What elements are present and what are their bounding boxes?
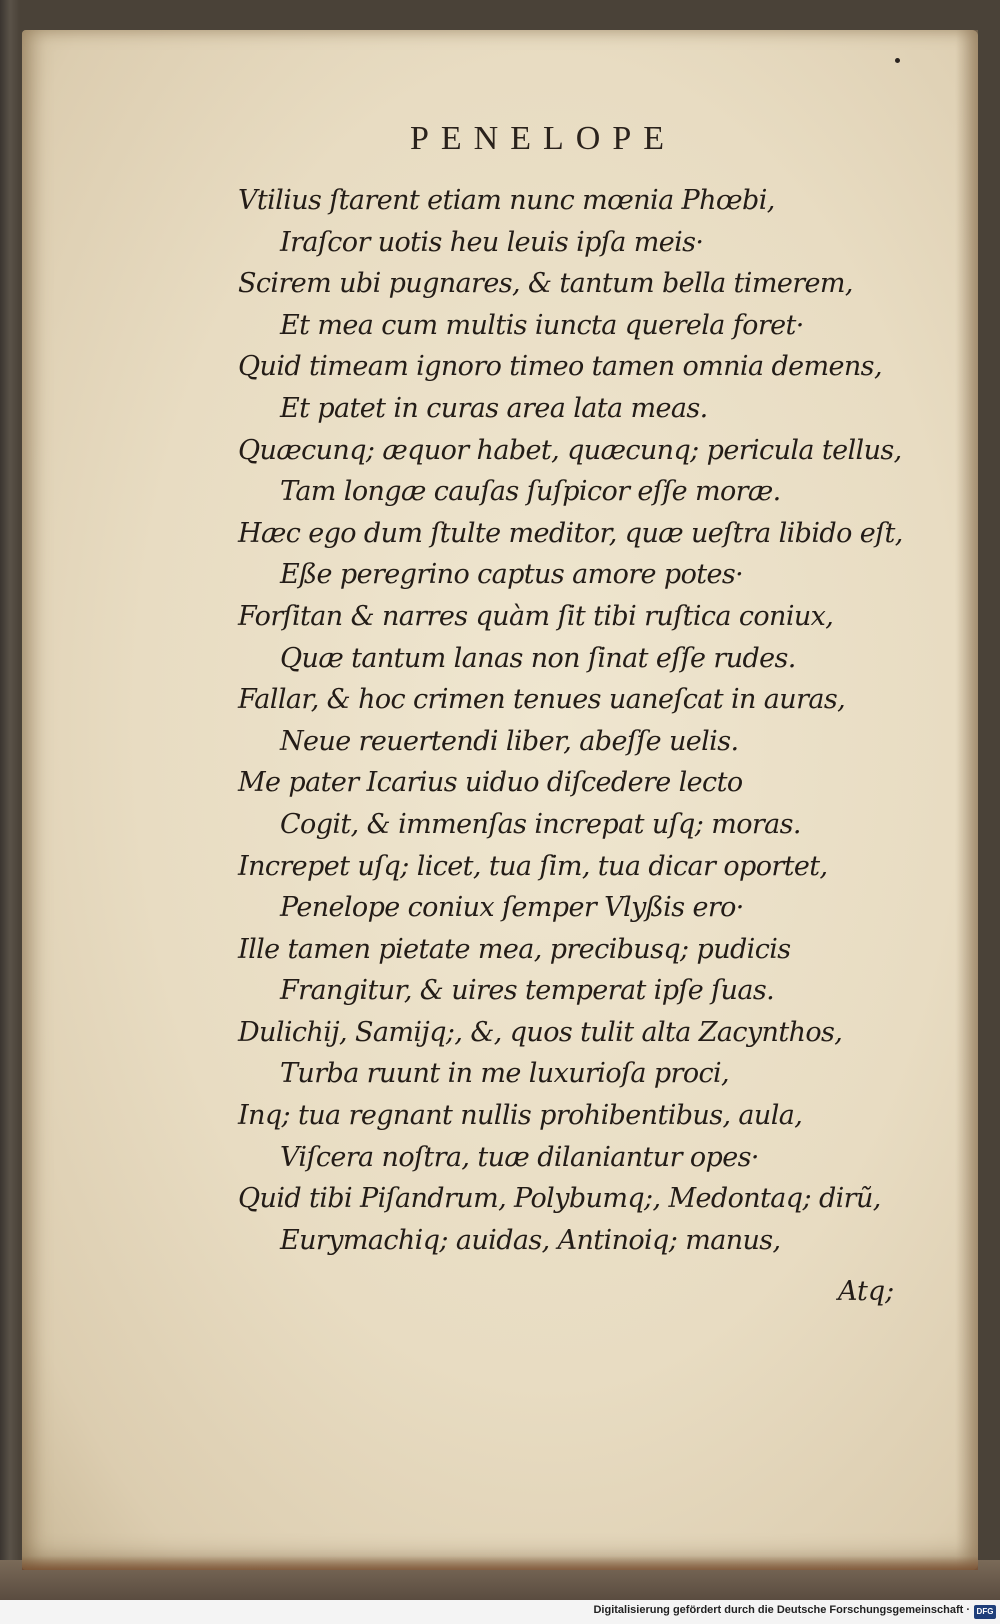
verse-line: Forſitan & narres quàm ſit tibi ruſtica coniux,: [238, 600, 834, 632]
verse-line: Frangitur, & uires temperat ipſe ſuas.: [280, 975, 775, 1007]
footer-credit: Digitalisierung gefördert durch die Deutsche Forschungsgemeinschaft ·: [593, 1604, 970, 1616]
verse-line: Me pater Icarius uiduo diſcedere lecto: [238, 767, 743, 799]
verse-line: Quid tibi Piſandrum, Polybumq;, Medontaq; dirũ,: [238, 1183, 881, 1215]
verse-line: Scirem ubi pugnares, & tantum bella timerem,: [238, 268, 853, 300]
running-head: PENELOPE: [410, 120, 676, 157]
verse-block: [238, 180, 918, 1261]
dfg-logo: DFG: [974, 1605, 996, 1619]
verse-line: Ille tamen pietate mea, precibusq; pudicis: [238, 933, 791, 965]
verse-line: Turba ruunt in me luxurioſa proci,: [280, 1058, 730, 1090]
verse-line: Cogit, & immenſas increpat uſq; moras.: [280, 808, 801, 840]
ink-speck: [895, 58, 900, 63]
verse-line: Increpet uſq; licet, tua ſim, tua dicar oportet,: [238, 850, 828, 882]
verse-line: Vtilius ſtarent etiam nunc mœnia Phœbi,: [238, 185, 775, 216]
verse-line: Fallar, & hoc crimen tenues uaneſcat in auras,: [238, 684, 846, 716]
verse-line: Penelope coniux ſemper Vlyßis ero·: [280, 892, 744, 924]
verse-line: Eßе peregrino captus amore potes·: [280, 559, 744, 591]
verse-line: Quæcunq; æquor habet, quæcunq; pericula tellus,: [238, 434, 902, 466]
verse-line: Viſcera noſtra, tuæ dilaniantur opes·: [280, 1141, 759, 1173]
catchword: Atq;: [838, 1276, 895, 1307]
page-bottom-edge: [22, 1556, 978, 1570]
page-fore-edge: [956, 30, 978, 1570]
verse-line: Neue reuertendi liber, abeſſe uelis.: [280, 725, 739, 757]
verse-line: Et mea cum multis iuncta querela foret·: [280, 309, 804, 341]
verse-line: Et patet in curas area lata meas.: [280, 392, 708, 424]
digitization-footer: [0, 1600, 1000, 1624]
verse-line: Tam longæ cauſas ſuſpicor eſſe moræ.: [280, 476, 781, 508]
verse-line: Dulichij, Samijq;, &, quos tulit alta Zacynthos,: [238, 1016, 843, 1048]
verse-line: Quid timeam ignoro timeo tamen omnia demens,: [238, 351, 882, 383]
verse-line: Eurymachiq; auidas, Antinoiq; manus,: [280, 1224, 781, 1256]
verse-line: Iraſcor uotis heu leuis ipſa meis·: [280, 226, 704, 258]
verse-line: Quæ tantum lanas non ſinat eſſe rudes.: [280, 642, 796, 674]
verse-line: Hæc ego dum ſtulte meditor, quæ ueſtra libido eſt,: [238, 517, 903, 549]
verse-line: Inq; tua regnant nullis prohibentibus, aula,: [238, 1100, 803, 1132]
